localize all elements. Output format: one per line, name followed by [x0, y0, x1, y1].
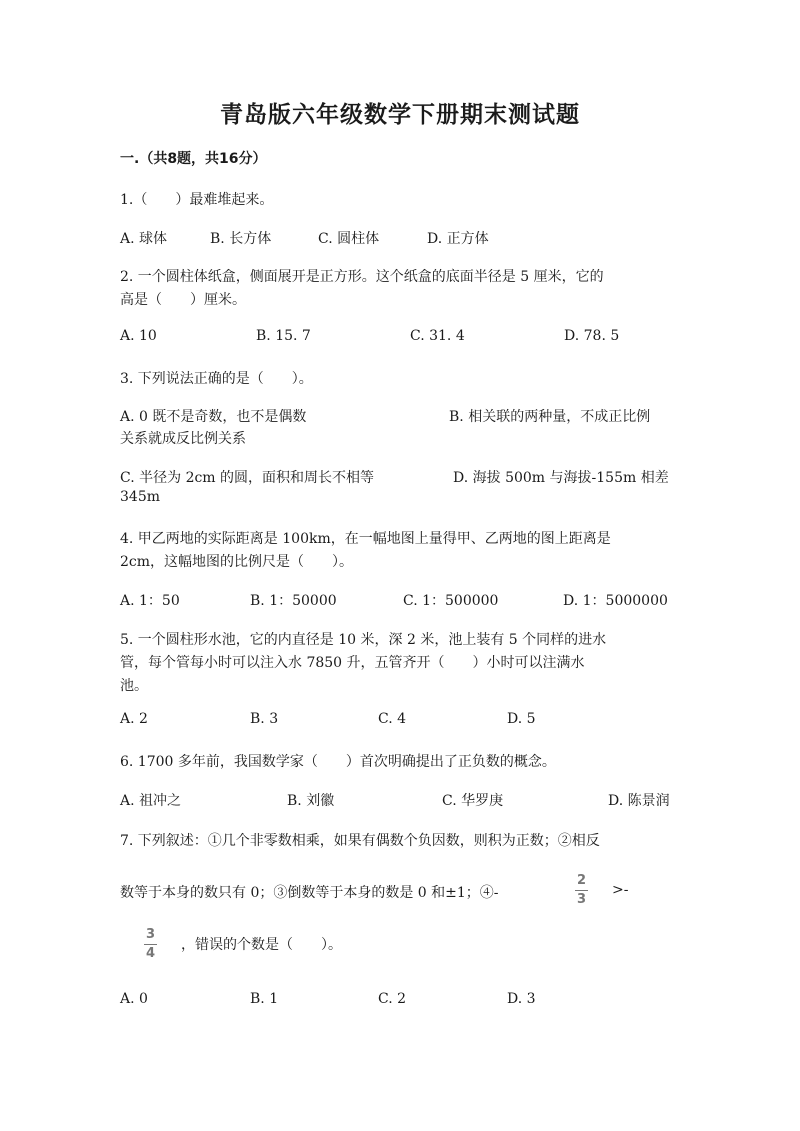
question-7-line-1: 7. 下列叙述：①几个非零数相乘，如果有偶数个负因数，则积为正数；②相反 — [120, 833, 600, 849]
fraction-denominator: 4 — [145, 946, 156, 961]
question-3-options-cd — [120, 467, 680, 513]
fraction-denominator: 3 — [576, 892, 587, 907]
question-2-options — [120, 328, 680, 348]
option-d: D. 78. 5 — [564, 328, 620, 344]
option-d: D. 5 — [507, 711, 536, 727]
option-d-continued: 345m — [120, 489, 160, 505]
option-a: A. 1：50 — [120, 593, 180, 609]
option-a: A. 0 既不是奇数，也不是偶数 — [120, 409, 307, 425]
fraction-bar — [575, 890, 588, 891]
fraction-numerator: 2 — [576, 873, 587, 888]
option-b: B. 1：50000 — [250, 593, 337, 609]
question-5-line-2: 管，每个管每小时可以注入水 7850 升，五管齐开（ ）小时可以注满水 — [120, 655, 585, 671]
option-b: B. 刘徽 — [287, 793, 335, 809]
option-b-continued: 关系就成反比例关系 — [120, 431, 246, 447]
question-4-options — [120, 590, 680, 610]
option-b: B. 15. 7 — [256, 328, 311, 344]
option-c: C. 31. 4 — [410, 328, 465, 344]
question-7-line-2: 数等于本身的数只有 0；③倒数等于本身的数是 0 和±1；④- — [120, 885, 499, 901]
question-6-options — [120, 790, 680, 810]
question-4-line-1: 4. 甲乙两地的实际距离是 100km，在一幅地图上量得甲、乙两地的图上距离是 — [120, 531, 611, 547]
option-c: C. 半径为 2cm 的圆，面积和周长不相等 — [120, 470, 375, 486]
option-d: D. 3 — [507, 991, 536, 1007]
question-4-line-2: 2cm，这幅地图的比例尺是（ ）。 — [120, 554, 354, 570]
option-d: D. 海拔 500m 与海拔-155m 相差 — [453, 470, 669, 486]
question-2-line-2: 高是（ ）厘米。 — [120, 292, 246, 308]
question-6: 6. 1700 多年前，我国数学家（ ）首次明确提出了正负数的概念。 — [120, 754, 556, 770]
question-5-line-3: 池。 — [120, 678, 148, 694]
fraction-numerator: 3 — [145, 927, 156, 942]
option-c: C. 2 — [378, 991, 407, 1007]
page-title: 青岛版六年级数学下册期末测试题 — [220, 102, 580, 128]
question-2-line-1: 2. 一个圆柱体纸盒，侧面展开是正方形。这个纸盒的底面半径是 5 厘米，它的 — [120, 269, 604, 285]
fraction-two-thirds — [575, 874, 588, 907]
question-7-line-3: ，错误的个数是（ ）。 — [181, 937, 342, 953]
question-7-options — [120, 991, 680, 1011]
question-1: 1.（ ）最难堆起来。 — [120, 192, 274, 208]
question-1-options — [120, 228, 680, 248]
option-b: B. 1 — [250, 991, 279, 1007]
option-a: A. 0 — [120, 991, 148, 1007]
option-a: A. 10 — [120, 328, 157, 344]
option-c: C. 1：500000 — [403, 593, 499, 609]
option-a: A. 2 — [120, 711, 148, 727]
option-d: D. 正方体 — [427, 231, 489, 247]
fraction-bar — [144, 944, 157, 945]
question-3-options-ab — [120, 406, 680, 452]
greater-than-negative: >- — [612, 882, 629, 898]
option-a: A. 球体 — [120, 231, 168, 247]
option-b: B. 相关联的两种量，不成正比例 — [449, 409, 651, 425]
option-b: B. 3 — [250, 711, 279, 727]
option-c: C. 圆柱体 — [318, 231, 380, 247]
question-5-line-1: 5. 一个圆柱形水池，它的内直径是 10 米，深 2 米，池上装有 5 个同样的进水 — [120, 632, 607, 648]
fraction-three-quarters — [144, 928, 157, 961]
section-heading: 一.（共8题，共16分） — [120, 151, 267, 167]
question-5-options — [120, 711, 680, 731]
option-b: B. 长方体 — [210, 231, 272, 247]
option-d: D. 1：5000000 — [563, 593, 668, 609]
option-c: C. 华罗庚 — [442, 793, 504, 809]
option-d: D. 陈景润 — [608, 793, 670, 809]
question-3: 3. 下列说法正确的是（ ）。 — [120, 371, 313, 387]
option-c: C. 4 — [378, 711, 407, 727]
option-a: A. 祖冲之 — [120, 793, 182, 809]
